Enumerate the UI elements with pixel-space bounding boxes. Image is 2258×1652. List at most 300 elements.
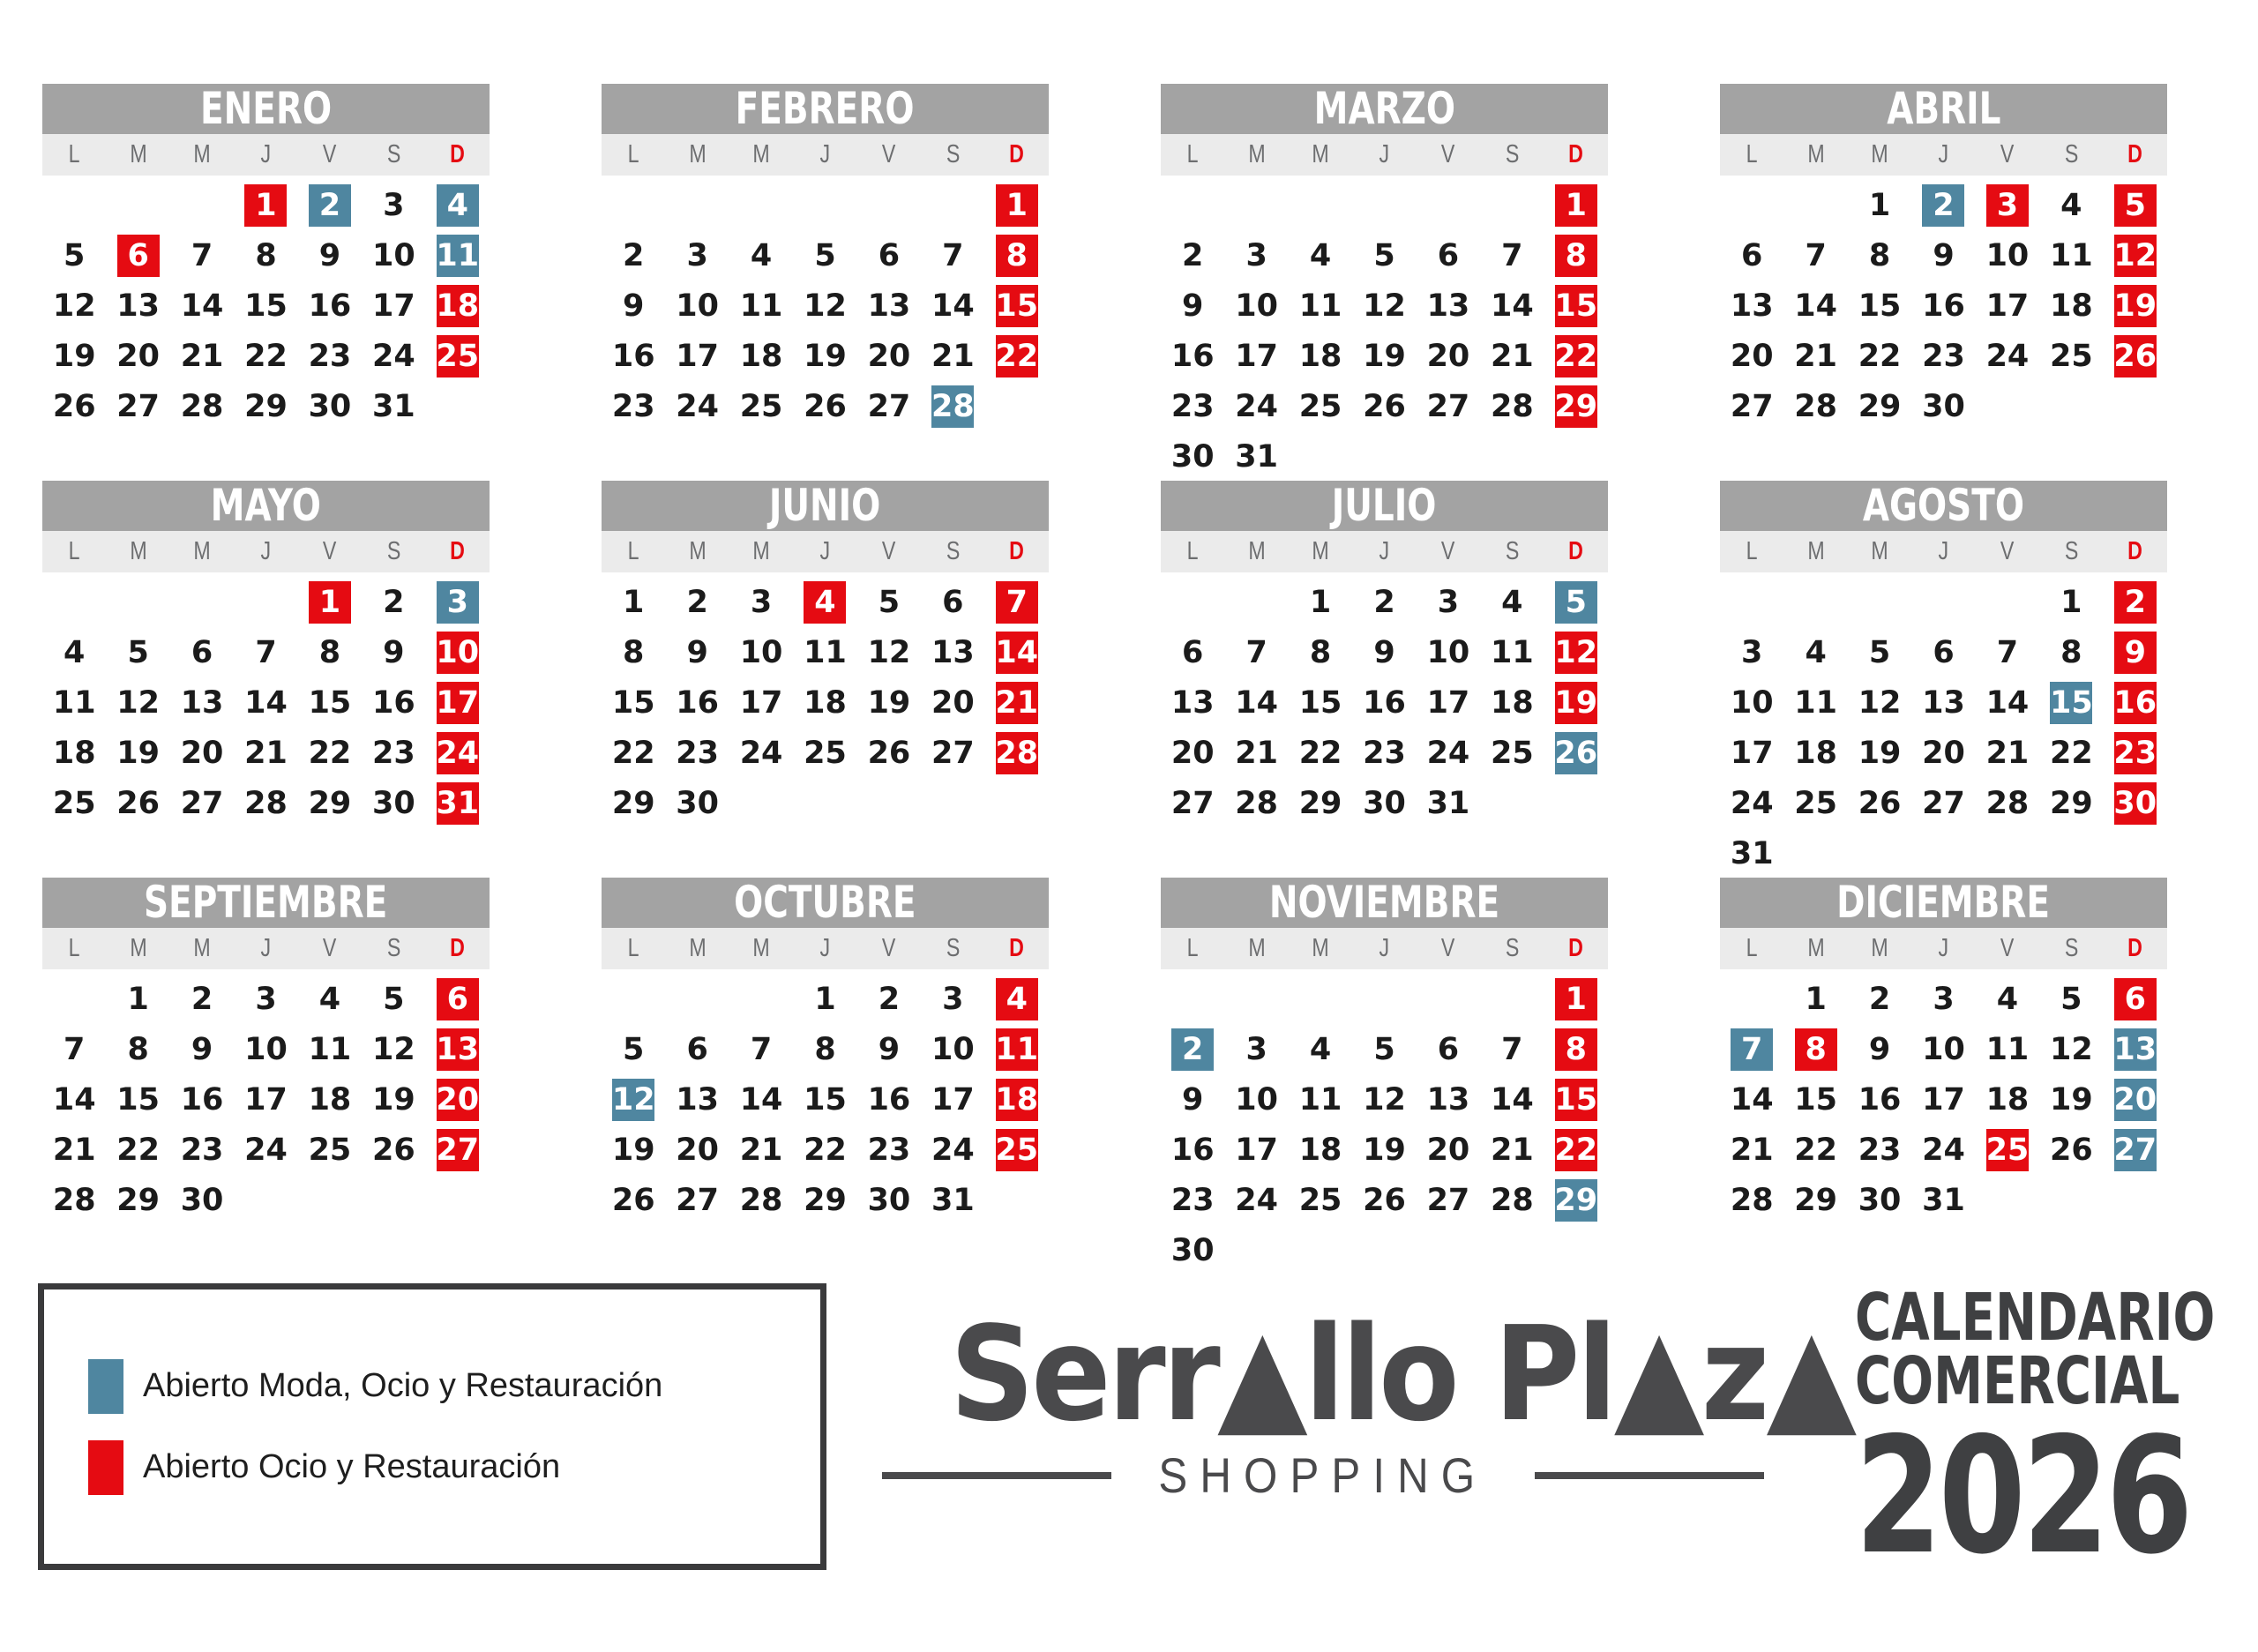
weekday-label: L — [1746, 140, 1758, 168]
weekday-label: M — [1312, 934, 1329, 962]
day-cell: 23 — [308, 338, 352, 374]
days-grid — [1720, 176, 2167, 431]
month — [602, 878, 1049, 1275]
weekday-label: V — [882, 934, 896, 962]
day-cell: 5 — [64, 237, 86, 273]
day-cell: 4 — [2060, 187, 2082, 223]
day-cell: 21 — [1235, 735, 1278, 771]
day-cell: 7 — [255, 634, 277, 670]
empty-cell — [857, 180, 921, 230]
empty-cell — [793, 180, 856, 230]
day-cell: 15 — [1544, 1074, 1608, 1125]
day-cell: 24 — [676, 388, 719, 424]
day-cell: 15 — [244, 288, 288, 324]
empty-cell — [1224, 180, 1288, 230]
month — [1720, 84, 2167, 481]
day-cell: 27 — [2104, 1125, 2167, 1175]
day-cell: 9 — [1373, 634, 1395, 670]
day-cell: 29 — [1544, 381, 1608, 431]
day-cell: 7 — [1996, 634, 2019, 670]
month-title: MARZO — [1161, 84, 1608, 134]
weekday-label: S — [946, 537, 961, 565]
day-cell: 14 — [244, 684, 288, 721]
day-cell: 3 — [1245, 1031, 1267, 1067]
month-title: MAYO — [42, 481, 490, 531]
weekday-label: J — [260, 140, 272, 168]
day-cell: 2 — [686, 584, 708, 620]
day-cell: 13 — [180, 684, 224, 721]
day-cell: 14 — [1235, 684, 1278, 721]
weekday-label: S — [386, 537, 401, 565]
weekday-row — [1161, 531, 1608, 572]
day-cell: 12 — [371, 1031, 415, 1067]
day-cell: 1 — [1544, 974, 1608, 1024]
day-cell: 18 — [1794, 735, 1837, 771]
day-cell: 4 — [426, 180, 490, 230]
day-cell: 19 — [804, 338, 847, 374]
day-cell: 12 — [2049, 1031, 2093, 1067]
day-cell: 30 — [1363, 785, 1406, 821]
day-cell: 4 — [1309, 1031, 1332, 1067]
weekday-label: J — [260, 934, 272, 962]
day-cell: 17 — [1235, 338, 1278, 374]
month — [1720, 878, 2167, 1275]
day-cell: 8 — [2060, 634, 2082, 670]
day-cell: 12 — [1544, 627, 1608, 677]
day-cell: 7 — [64, 1031, 86, 1067]
day-cell: 13 — [1426, 1081, 1470, 1118]
day-cell: 30 — [867, 1182, 911, 1218]
day-cell: 11 — [1985, 1031, 2030, 1067]
day-cell: 11 — [426, 230, 490, 280]
day-cell: 3 — [1245, 237, 1267, 273]
day-cell: 19 — [1363, 338, 1406, 374]
day-cell: 16 — [1363, 684, 1406, 721]
day-cell: 14 — [180, 288, 224, 324]
day-cell: 11 — [804, 634, 847, 670]
weekday-row — [42, 928, 490, 969]
day-cell: 7 — [985, 577, 1049, 627]
day-cell: 9 — [878, 1031, 901, 1067]
weekday-row — [42, 134, 490, 176]
weekday-label: M — [1247, 934, 1266, 962]
day-cell: 12 — [2104, 230, 2167, 280]
weekday-label-sunday: D — [1009, 537, 1025, 565]
day-cell: 21 — [52, 1132, 96, 1168]
weekday-label: M — [1312, 140, 1329, 168]
day-cell: 31 — [371, 388, 415, 424]
day-cell: 21 — [1730, 1132, 1774, 1168]
weekday-label: M — [1806, 537, 1825, 565]
weekday-label: J — [1938, 140, 1949, 168]
weekday-label: J — [1938, 537, 1949, 565]
day-cell: 15 — [611, 684, 655, 721]
day-cell: 9 — [1868, 1031, 1891, 1067]
day-cell: 11 — [308, 1031, 352, 1067]
day-cell: 16 — [308, 288, 352, 324]
legend-box — [38, 1283, 826, 1570]
empty-cell — [106, 577, 169, 627]
day-cell: 13 — [1730, 288, 1774, 324]
day-cell: 28 — [985, 728, 1049, 778]
day-cell: 28 — [1490, 388, 1534, 424]
day-cell: 11 — [52, 684, 96, 721]
day-cell: 26 — [611, 1182, 655, 1218]
day-cell: 29 — [1794, 1182, 1837, 1218]
legend-swatch-red — [88, 1440, 123, 1495]
day-cell: 16 — [1170, 1132, 1215, 1168]
month — [1161, 84, 1608, 481]
days-grid — [42, 176, 490, 431]
day-cell: 25 — [308, 1132, 352, 1168]
day-cell: 16 — [611, 338, 655, 374]
day-cell: 25 — [1490, 735, 1534, 771]
weekday-row — [1720, 928, 2167, 969]
empty-cell — [921, 180, 984, 230]
day-cell: 6 — [1182, 634, 1204, 670]
day-cell: 10 — [1922, 1031, 1965, 1067]
weekday-label: V — [882, 537, 896, 565]
day-cell: 3 — [750, 584, 773, 620]
weekday-label: L — [627, 537, 639, 565]
weekday-label: J — [1379, 537, 1390, 565]
day-cell: 6 — [686, 1031, 708, 1067]
weekday-label: M — [193, 934, 211, 962]
calendar-title — [1855, 1280, 2258, 1589]
logo-line-left — [882, 1472, 1111, 1479]
day-cell: 24 — [1235, 388, 1278, 424]
day-cell: 8 — [127, 1031, 149, 1067]
day-cell: 18 — [1298, 1132, 1342, 1168]
month-title: ABRIL — [1720, 84, 2167, 134]
month — [602, 481, 1049, 878]
weekday-label: M — [129, 140, 147, 168]
day-cell: 1 — [1309, 584, 1332, 620]
day-cell: 15 — [1298, 684, 1342, 721]
day-cell: 24 — [739, 735, 783, 771]
day-cell: 26 — [2104, 331, 2167, 381]
day-cell: 26 — [116, 785, 160, 821]
empty-cell — [42, 577, 106, 627]
day-cell: 31 — [1426, 785, 1470, 821]
day-cell: 24 — [1235, 1182, 1278, 1218]
day-cell: 7 — [1501, 237, 1523, 273]
day-cell: 10 — [371, 237, 415, 273]
day-cell: 12 — [1363, 1081, 1406, 1118]
empty-cell — [1848, 577, 1911, 627]
day-cell: 30 — [1170, 1232, 1215, 1268]
logo-line-right — [1535, 1472, 1764, 1479]
day-cell: 28 — [180, 388, 224, 424]
weekday-label: J — [819, 140, 831, 168]
day-cell: 28 — [1490, 1182, 1534, 1218]
day-cell: 5 — [1544, 577, 1608, 627]
day-cell: 26 — [371, 1132, 415, 1168]
day-cell: 4 — [1501, 584, 1523, 620]
empty-cell — [1783, 577, 1847, 627]
weekday-label: M — [1871, 140, 1888, 168]
day-cell: 22 — [116, 1132, 160, 1168]
days-grid — [602, 969, 1049, 1225]
weekday-label-sunday: D — [1009, 934, 1025, 962]
empty-cell — [170, 577, 234, 627]
day-cell: 23 — [1363, 735, 1406, 771]
legend-item — [88, 1440, 820, 1495]
day-cell: 15 — [1858, 288, 1902, 324]
empty-cell — [1417, 974, 1480, 1024]
day-cell: 11 — [1490, 634, 1534, 670]
day-cell: 24 — [1730, 785, 1774, 821]
empty-cell — [1720, 180, 1783, 230]
day-cell: 6 — [942, 584, 964, 620]
day-cell: 20 — [1730, 338, 1774, 374]
month — [42, 878, 490, 1275]
day-cell: 1 — [1868, 187, 1891, 223]
month — [1161, 481, 1608, 878]
day-cell: 17 — [676, 338, 719, 374]
day-cell: 23 — [2104, 728, 2167, 778]
weekday-label: M — [1806, 140, 1825, 168]
title-year: 2026 — [1855, 1402, 2190, 1589]
day-cell: 9 — [1182, 1081, 1204, 1118]
empty-cell — [1720, 577, 1783, 627]
day-cell: 6 — [426, 974, 490, 1024]
day-cell: 11 — [1298, 1081, 1342, 1118]
day-cell: 21 — [739, 1132, 783, 1168]
title-line-2: COMERCIAL — [1855, 1343, 2180, 1419]
weekday-label: S — [1505, 140, 1520, 168]
day-cell: 28 — [1730, 1182, 1774, 1218]
day-cell: 14 — [52, 1081, 96, 1118]
day-cell: 22 — [2049, 735, 2093, 771]
empty-cell — [1352, 974, 1416, 1024]
day-cell: 21 — [1490, 1132, 1534, 1168]
day-cell: 20 — [2104, 1074, 2167, 1125]
day-cell: 27 — [867, 388, 911, 424]
weekday-label-sunday: D — [2127, 140, 2143, 168]
day-cell: 20 — [1922, 735, 1965, 771]
day-cell: 17 — [371, 288, 415, 324]
day-cell: 21 — [985, 677, 1049, 728]
weekday-label: V — [323, 140, 337, 168]
day-cell: 6 — [1437, 1031, 1460, 1067]
day-cell: 3 — [383, 187, 405, 223]
day-cell: 7 — [942, 237, 964, 273]
day-cell: 13 — [1922, 684, 1965, 721]
weekday-label: M — [752, 537, 770, 565]
day-cell: 25 — [2049, 338, 2093, 374]
day-cell: 3 — [686, 237, 708, 273]
logo-sub-row — [900, 1446, 1746, 1504]
day-cell: 22 — [244, 338, 288, 374]
weekday-label: M — [193, 537, 211, 565]
empty-cell — [1161, 974, 1224, 1024]
day-cell: 2 — [1911, 180, 1975, 230]
day-cell: 9 — [1933, 237, 1955, 273]
weekday-label: M — [1806, 934, 1825, 962]
day-cell: 9 — [383, 634, 405, 670]
day-cell: 19 — [371, 1081, 415, 1118]
day-cell: 14 — [1985, 684, 2030, 721]
day-cell: 26 — [2049, 1132, 2093, 1168]
day-cell: 30 — [676, 785, 719, 821]
day-cell: 20 — [931, 684, 975, 721]
day-cell: 7 — [1805, 237, 1827, 273]
weekday-label: V — [2000, 140, 2015, 168]
day-cell: 21 — [1794, 338, 1837, 374]
weekday-label: L — [1186, 140, 1199, 168]
day-cell: 2 — [383, 584, 405, 620]
day-cell: 26 — [1544, 728, 1608, 778]
day-cell: 26 — [804, 388, 847, 424]
day-cell: 4 — [750, 237, 773, 273]
month-title: AGOSTO — [1720, 481, 2167, 531]
weekday-label: V — [323, 537, 337, 565]
weekday-label: S — [2064, 537, 2079, 565]
weekday-label-sunday: D — [1568, 537, 1584, 565]
empty-cell — [1224, 577, 1288, 627]
day-cell: 3 — [1437, 584, 1460, 620]
day-cell: 5 — [127, 634, 149, 670]
day-cell: 25 — [1298, 1182, 1342, 1218]
day-cell: 6 — [878, 237, 901, 273]
day-cell: 25 — [1976, 1125, 2039, 1175]
day-cell: 21 — [1985, 735, 2030, 771]
days-grid — [42, 572, 490, 828]
weekday-label: L — [627, 934, 639, 962]
day-cell: 25 — [739, 388, 783, 424]
weekday-label-sunday: D — [450, 140, 466, 168]
day-cell: 22 — [1858, 338, 1902, 374]
day-cell: 29 — [1544, 1175, 1608, 1225]
day-cell: 29 — [1858, 388, 1902, 424]
day-cell: 27 — [116, 388, 160, 424]
day-cell: 4 — [793, 577, 856, 627]
weekday-label: S — [1505, 934, 1520, 962]
day-cell: 23 — [1858, 1132, 1902, 1168]
day-cell: 2 — [1161, 1024, 1224, 1074]
day-cell: 5 — [814, 237, 836, 273]
weekday-label-sunday: D — [2127, 934, 2143, 962]
days-grid — [1720, 969, 2167, 1225]
days-grid — [602, 176, 1049, 431]
weekday-label: M — [1871, 934, 1888, 962]
day-cell: 17 — [426, 677, 490, 728]
day-cell: 10 — [426, 627, 490, 677]
empty-cell — [602, 974, 665, 1024]
day-cell: 13 — [676, 1081, 719, 1118]
empty-cell — [1161, 180, 1224, 230]
day-cell: 12 — [116, 684, 160, 721]
day-cell: 29 — [611, 785, 655, 821]
weekday-label-sunday: D — [1568, 140, 1584, 168]
empty-cell — [42, 974, 106, 1024]
day-cell: 22 — [1298, 735, 1342, 771]
day-cell: 27 — [676, 1182, 719, 1218]
weekday-label: V — [1441, 140, 1455, 168]
day-cell: 3 — [426, 577, 490, 627]
day-cell: 25 — [426, 331, 490, 381]
day-cell: 18 — [308, 1081, 352, 1118]
day-cell: 7 — [1245, 634, 1267, 670]
day-cell: 3 — [1933, 981, 1955, 1017]
day-cell: 8 — [1544, 230, 1608, 280]
day-cell: 7 — [1720, 1024, 1783, 1074]
day-cell: 24 — [931, 1132, 975, 1168]
day-cell: 30 — [180, 1182, 224, 1218]
day-cell: 24 — [244, 1132, 288, 1168]
day-cell: 20 — [180, 735, 224, 771]
day-cell: 6 — [191, 634, 213, 670]
day-cell: 17 — [1985, 288, 2030, 324]
weekday-label: M — [193, 140, 211, 168]
day-cell: 8 — [814, 1031, 836, 1067]
day-cell: 29 — [308, 785, 352, 821]
day-cell: 5 — [1868, 634, 1891, 670]
month-title: NOVIEMBRE — [1161, 878, 1608, 928]
empty-cell — [729, 180, 793, 230]
day-cell: 10 — [931, 1031, 975, 1067]
day-cell: 14 — [985, 627, 1049, 677]
month — [1161, 878, 1608, 1275]
day-cell: 8 — [318, 634, 341, 670]
day-cell: 2 — [191, 981, 213, 1017]
day-cell: 5 — [1373, 1031, 1395, 1067]
weekday-label: J — [1379, 140, 1390, 168]
day-cell: 25 — [804, 735, 847, 771]
logo-sub-text: SHOPPING — [1158, 1447, 1488, 1503]
weekday-label: L — [68, 537, 80, 565]
weekday-row — [1161, 134, 1608, 176]
day-cell: 25 — [1298, 388, 1342, 424]
day-cell: 19 — [116, 735, 160, 771]
day-cell: 9 — [623, 288, 645, 324]
legend-item — [88, 1359, 820, 1414]
day-cell: 9 — [1182, 288, 1204, 324]
day-cell: 11 — [1794, 684, 1837, 721]
day-cell: 8 — [1309, 634, 1332, 670]
day-cell: 1 — [234, 180, 297, 230]
day-cell: 12 — [1363, 288, 1406, 324]
day-cell: 27 — [1922, 785, 1965, 821]
day-cell: 1 — [985, 180, 1049, 230]
day-cell: 10 — [739, 634, 783, 670]
weekday-label: L — [627, 140, 639, 168]
day-cell: 1 — [127, 981, 149, 1017]
day-cell: 27 — [1170, 785, 1215, 821]
day-cell: 18 — [985, 1074, 1049, 1125]
day-cell: 18 — [1490, 684, 1534, 721]
weekday-label: M — [688, 140, 707, 168]
days-grid — [1161, 969, 1608, 1275]
day-cell: 31 — [1235, 438, 1278, 475]
day-cell: 19 — [1544, 677, 1608, 728]
empty-cell — [1911, 577, 1975, 627]
empty-cell — [1289, 974, 1352, 1024]
day-cell: 4 — [64, 634, 86, 670]
day-cell: 7 — [191, 237, 213, 273]
day-cell: 2 — [1373, 584, 1395, 620]
day-cell: 20 — [1426, 1132, 1470, 1168]
day-cell: 3 — [1976, 180, 2039, 230]
day-cell: 31 — [1922, 1182, 1965, 1218]
day-cell: 8 — [255, 237, 277, 273]
day-cell: 5 — [623, 1031, 645, 1067]
day-cell: 10 — [676, 288, 719, 324]
day-cell: 17 — [1426, 684, 1470, 721]
day-cell: 19 — [1363, 1132, 1406, 1168]
day-cell: 2 — [1868, 981, 1891, 1017]
